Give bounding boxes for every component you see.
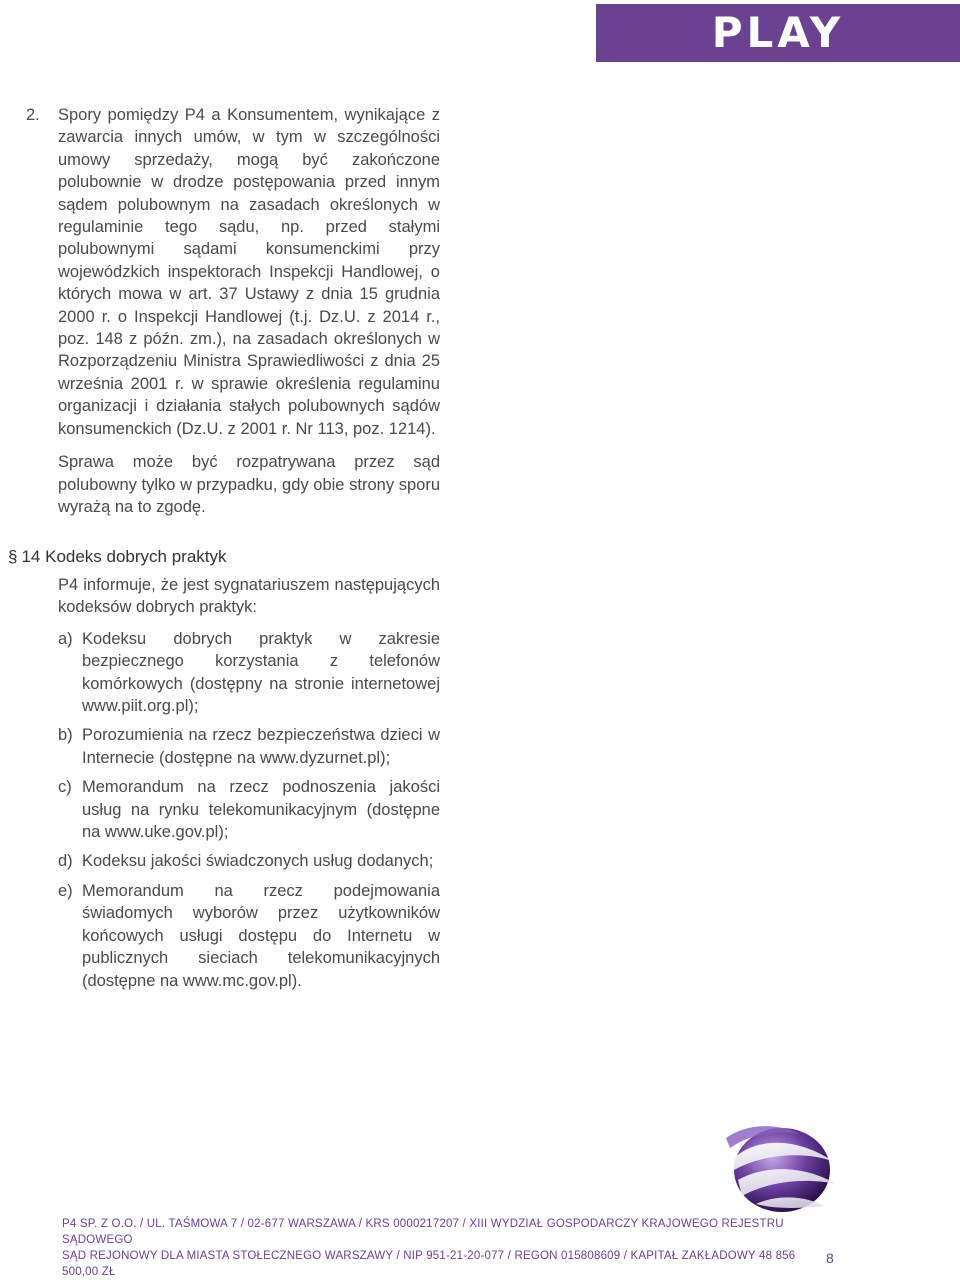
section-title: 14 Kodeks dobrych praktyk (21, 547, 227, 566)
item-text: Spory pomiędzy P4 a Konsumentem, wynikające z zawarcia innych umów, w tym w szczególności umowy sprzedaży, mogą być zakończone polubownie w drodze postępowania przed innym sądem polubownym na zasadach określonych w regulaminie tego sądu, np. przed stałymi polubownymi sądami konsumenckimi przy wojewódzkich inspektorach Inspekcji Handlowej, o których mowa w art. 37 Ustawy z dnia 15 grudnia 2000 r. o Inspekcji Handlowej (t.j. Dz.U. z 2014 r., poz. 148 z późn. zm.), na zasadach określonych w Rozporządzeniu Ministra Sprawiedliwości z dnia 25 września 2001 r. w sprawie określenia regulaminu organizacji i działania stałych polubownych sądów konsumenckich (Dz.U. z 2001 r. Nr 113, poz. 1214). (58, 106, 440, 438)
section-body (58, 574, 440, 999)
list-item (58, 776, 440, 843)
list-item (58, 628, 440, 718)
footer-line-2: SĄD REJONOWY DLA MIASTA STOŁECZNEGO WARSZAWY / NIP 951-21-20-077 / REGON 015808609 / KAPITAŁ ZAKŁADOWY 48 856 500,00 ZŁ (62, 1250, 796, 1278)
list-item (58, 850, 440, 872)
page-number: 8 (826, 1250, 834, 1266)
consent-note: Sprawa może być rozpatrywana przez sąd polubowny tylko w przypadku, gdy obie strony sporu wyrażą na to zgodę. (58, 453, 440, 516)
item-number: 2. (26, 106, 40, 124)
list-text: Memorandum na rzecz podejmowania świadomych wyborów przez użytkowników końcowych usługi dostępu do Internetu w publicznych sieciach telekomunikacyjnych (dostępne na www.mc.gov.pl). (82, 881, 440, 990)
footer-line-1: P4 SP. Z O.O. / UL. TAŚMOWA 7 / 02-677 WARSZAWA / KRS 0000217207 / XIII WYDZIAŁ GOSPODARCZY KRAJOWEGO REJESTRU SĄDOWEGO (62, 1218, 784, 1246)
main-content (26, 104, 440, 518)
brand-logo-text: PLAY (711, 8, 845, 57)
numbered-item-2 (26, 104, 440, 440)
list-item (58, 724, 440, 769)
list-marker: c) (58, 778, 72, 797)
section-heading (8, 546, 227, 568)
list-text: Kodeksu dobrych praktyk w zakresie bezpiecznego korzystania z telefonów komórkowych (dostępny na stronie internetowej www.piit.org.pl); (82, 629, 440, 716)
footer (62, 1216, 822, 1280)
section-symbol: § (8, 547, 18, 566)
list-marker: e) (58, 881, 73, 900)
list-marker: d) (58, 852, 73, 871)
list-text: Memorandum na rzecz podnoszenia jakości usług na rynku telekomunikacyjnym (dostępne na www.uke.gov.pl); (82, 778, 440, 842)
list-text: Porozumienia na rzecz bezpieczeństwa dzieci w Internecie (dostępne na www.dyzurnet.pl); (82, 726, 440, 767)
list-text: Kodeksu jakości świadczonych usług dodanych; (82, 852, 434, 871)
list-marker: a) (58, 629, 73, 648)
codes-list (58, 628, 440, 992)
brand-logo (596, 4, 960, 62)
list-item (58, 880, 440, 992)
list-marker: b) (58, 726, 73, 745)
section-intro: P4 informuje, że jest sygnatariuszem następujących kodeksów dobrych praktyk: (58, 576, 440, 617)
ribbon-sphere-graphic (716, 1118, 848, 1216)
